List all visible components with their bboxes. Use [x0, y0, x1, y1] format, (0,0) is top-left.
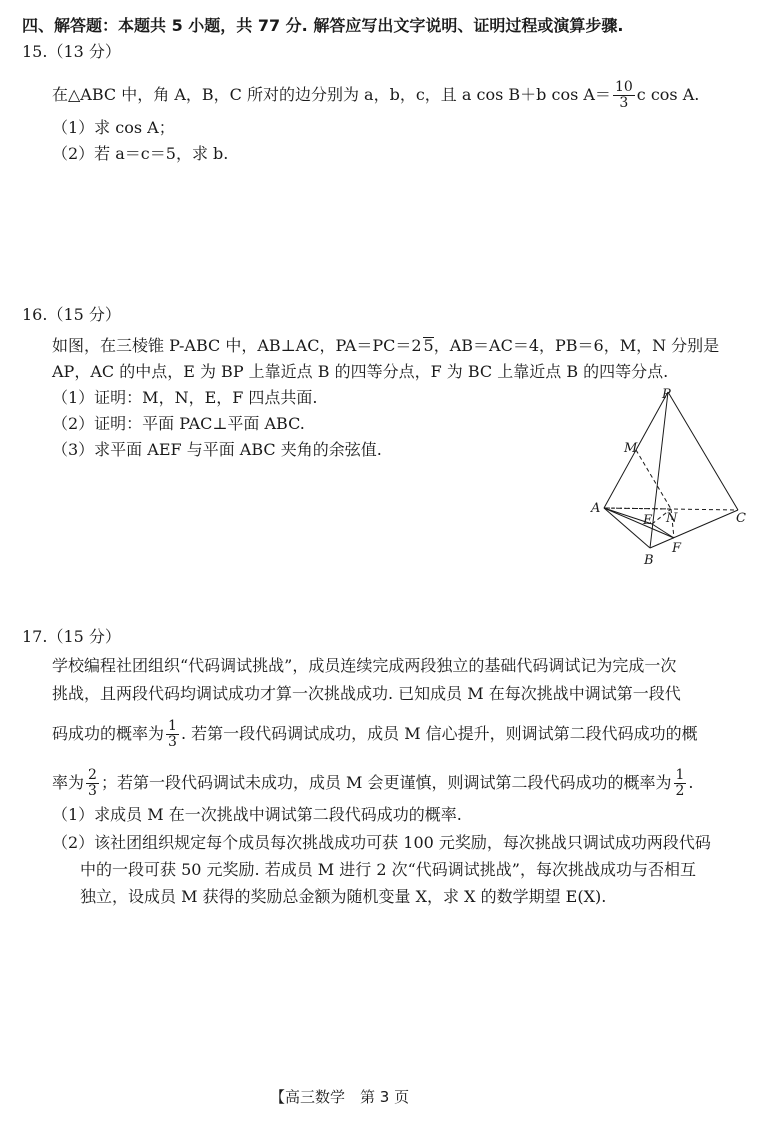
q17-part1: （1）求成员 M 在一次挑战中调试第二段代码成功的概率.	[52, 805, 462, 824]
frac-num: 1	[675, 767, 685, 783]
q17-part2-line2: 中的一段可获 50 元奖励. 若成员 M 进行 2 次“代码调试挑战”，每次挑战成功与否相互	[80, 860, 696, 879]
q17-line4	[52, 768, 694, 799]
q17-line3-a: 码成功的概率为	[52, 724, 165, 743]
frac-den: 3	[168, 734, 177, 750]
label-F: F	[672, 541, 682, 556]
q17-line4-a: 率为	[52, 773, 85, 792]
q15-part2: （2）若 a＝c＝5，求 b.	[52, 144, 229, 163]
q15-fraction	[613, 80, 635, 111]
q17-frac-2-3	[86, 768, 99, 799]
section-header: 四、解答题：本题共 5 小题，共 77 分. 解答应写出文字说明、证明过程或演算步骤.	[22, 16, 624, 35]
label-N: N	[666, 511, 678, 526]
label-A: A	[591, 501, 601, 516]
q15-part1: （1）求 cos A；	[52, 118, 175, 137]
q17-line1: 学校编程社团组织“代码调试挑战”，成员连续完成两段独立的基础代码调试记为完成一次	[52, 656, 677, 675]
q15-stem	[52, 80, 699, 111]
q16-sqrt: 5	[423, 336, 434, 355]
label-C: C	[736, 511, 746, 526]
q15-number: 15.（13 分）	[22, 42, 121, 61]
label-M: M	[624, 441, 638, 456]
q17-line2: 挑战，且两段代码均调试成功才算一次挑战成功. 已知成员 M 在每次挑战中调试第一段代	[52, 684, 681, 703]
page-footer: 【高三数学 第 3 页	[270, 1088, 410, 1106]
frac-num: 2	[88, 767, 97, 783]
label-P: P	[662, 387, 671, 402]
segment-EF	[652, 524, 674, 538]
q17-number: 17.（15 分）	[22, 627, 121, 646]
frac-den: 2	[675, 783, 685, 799]
q16-line1-a: 如图，在三棱锥 P-ABC 中，AB⊥AC，PA＝PC＝2	[52, 336, 422, 355]
q16-part2: （2）证明：平面 PAC⊥平面 ABC.	[52, 414, 305, 433]
q15-frac-den: 3	[619, 95, 629, 111]
edge-BC	[650, 510, 738, 548]
q16-part3: （3）求平面 AEF 与平面 ABC 夹角的余弦值.	[52, 440, 382, 459]
label-B: B	[644, 553, 654, 568]
q15-stem-before: 在△ABC 中，角 A，B，C 所对的边分别为 a，b，c，且 a cos B＋b cos A＝	[52, 85, 611, 104]
q17-line4-b: ；若第一段代码调试未成功，成员 M 会更谨慎，则调试第二段代码成功的概率为	[100, 773, 672, 792]
q17-line3	[52, 719, 698, 750]
q17-line3-b: . 若第一段代码调试成功，成员 M 信心提升，则调试第二段代码成功的概	[180, 724, 698, 743]
q16-line1	[52, 336, 719, 356]
q16-line1-b: ，AB＝AC＝4，PB＝6，M，N 分别是	[433, 336, 720, 355]
segment-AF	[604, 508, 674, 538]
q15-stem-after: c cos A.	[636, 85, 700, 104]
q16-number: 16.（15 分）	[22, 305, 121, 324]
q17-line4-c: .	[688, 773, 694, 792]
label-E: E	[643, 513, 653, 528]
edge-PC	[668, 392, 738, 510]
q15-frac-num: 10	[614, 79, 633, 95]
segment-MN	[636, 450, 671, 509]
frac-num: 1	[168, 718, 177, 734]
q17-frac-1-2	[674, 768, 687, 799]
q16-line2: AP，AC 的中点，E 为 BP 上靠近点 B 的四等分点，F 为 BC 上靠近点 B 的四等分点.	[52, 362, 669, 381]
q16-part1: （1）证明：M，N，E，F 四点共面.	[52, 388, 318, 407]
frac-den: 3	[88, 783, 97, 799]
q17-part2-line3: 独立，设成员 M 获得的奖励总金额为随机变量 X，求 X 的数学期望 E(X).	[80, 887, 607, 906]
tetrahedron-figure	[588, 384, 758, 574]
q17-frac-1-3	[166, 719, 179, 750]
q17-part2-line1: （2）该社团组织规定每个成员每次挑战成功可获 100 元奖励，每次挑战只调试成功两段代码	[52, 833, 711, 852]
